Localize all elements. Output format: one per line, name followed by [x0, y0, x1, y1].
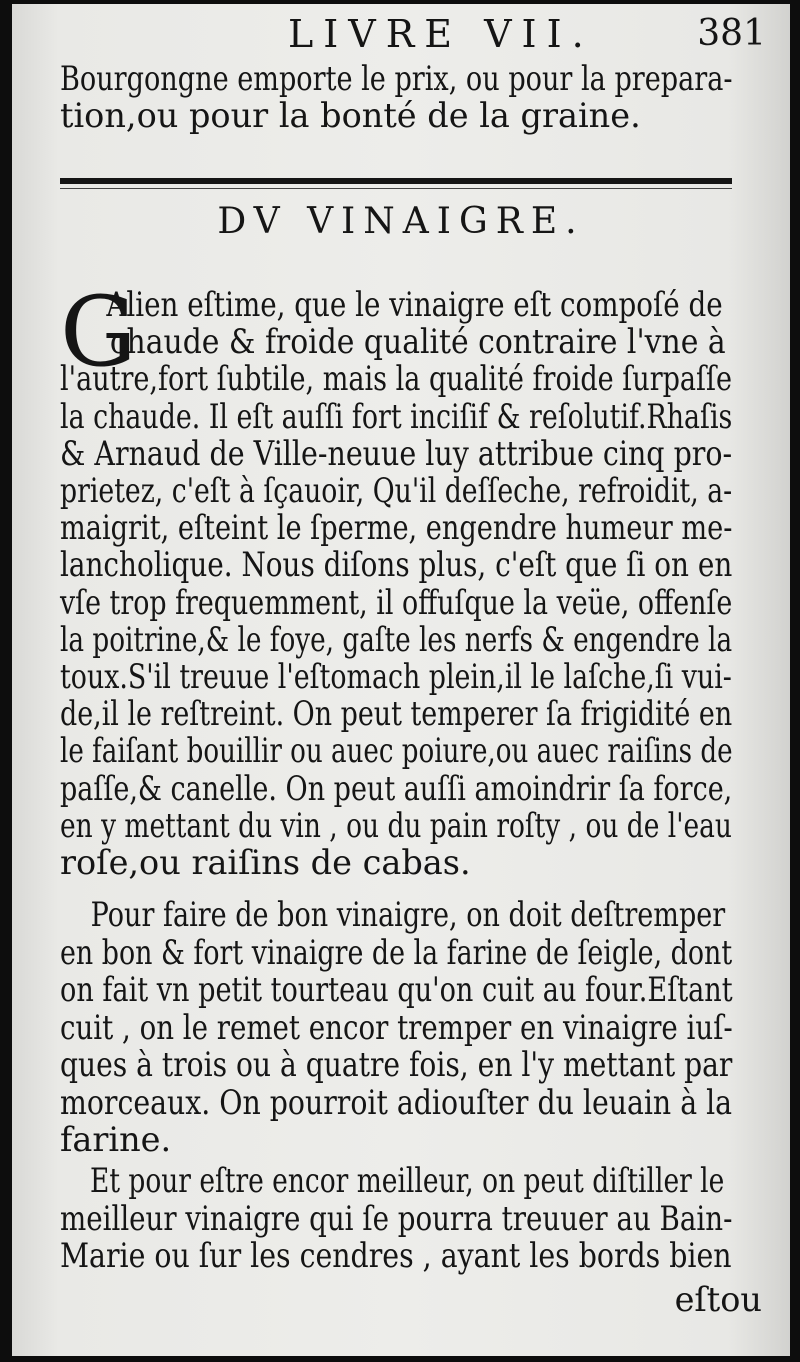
- text-line: le faiſant bouillir ou auec poiure,ou auec raiſins de: [60, 731, 733, 771]
- text-line: de,il le reſtreint. On peut temperer ſa frigidité en: [60, 694, 733, 734]
- text-line: la chaude. Il eſt auſſi fort inciſif & reſolutif.Rhaſis: [60, 396, 733, 436]
- section-divider: [60, 178, 732, 184]
- section-title: DV VINAIGRE.: [217, 201, 585, 242]
- text-line: vſe trop frequemment, il offuſque la veüe, offenſe: [60, 582, 733, 622]
- text-line: morceaux. On pourroit adiouſter du leuain à la: [60, 1082, 733, 1122]
- text-line: toux.S'il treuue l'eſtomach plein,il le laſche,ſi vui-: [60, 657, 732, 697]
- text-line: l'autre,fort ſubtile, mais la qualité froide ſurpaſſe: [60, 359, 733, 399]
- intro-paragraph: [60, 60, 732, 134]
- catchword: eſtou: [674, 1280, 762, 1319]
- page-header: [60, 12, 766, 56]
- text-line: prietez, c'eſt à ſçauoir, Qu'il deſſeche, refroidit, a-: [60, 471, 733, 511]
- text-line: lancholique. Nous diſons plus, c'eſt que ſi on en: [60, 545, 733, 585]
- book-page: [12, 4, 790, 1356]
- text-line: en y mettant du vin , ou du pain roſty , ou de l'eau: [60, 805, 732, 845]
- paragraph-making-vinegar: [60, 896, 732, 1159]
- text-line: & Arnaud de Ville-neuue luy attribue cinq pro-: [60, 433, 733, 473]
- section-divider-thin: [60, 188, 732, 189]
- text-line: Marie ou ſur les cendres , ayant les bords bien: [60, 1236, 732, 1275]
- text-line: Alien eſtime, que le vinaigre eſt compoſé de: [106, 285, 723, 324]
- running-head: LIVRE VII.: [288, 12, 594, 56]
- paragraph-vinaigre-properties: [60, 276, 733, 883]
- text-line: paſſe,& canelle. On peut auſſi amoindrir ſa force,: [60, 768, 733, 808]
- paragraph-distilling: [60, 1162, 732, 1275]
- page-number: 381: [697, 13, 766, 54]
- text-line: meilleur vinaigre qui ſe pourra treuuer au Bain-: [60, 1198, 733, 1238]
- text-line: on fait vn petit tourteau qu'on cuit au four.Eſtant: [60, 970, 733, 1009]
- text-line: cuit , on le remet encor tremper en vinaigre iuſ-: [60, 1007, 733, 1047]
- text-line: roſe,ou raiſins de cabas.: [60, 843, 471, 883]
- text-line: ques à trois ou à quatre fois, en l'y mettant par: [60, 1045, 733, 1084]
- text-line: farine.: [60, 1120, 172, 1159]
- text-line: chaude & froide qualité contraire l'vne à: [109, 322, 726, 362]
- text-line: Et pour eſtre encor meilleur, on peut diſtiller le: [90, 1161, 725, 1200]
- drop-capital: G: [60, 276, 137, 388]
- text-line: tion,ou pour la bonté de la graine.: [60, 96, 641, 135]
- text-line: la poitrine,& le foye, gaſte les nerfs & engendre la: [60, 619, 733, 659]
- text-line: Bourgongne emporte le prix, ou pour la prepara-: [60, 59, 733, 98]
- text-line: Pour faire de bon vinaigre, on doit deſtremper: [90, 895, 726, 934]
- text-line: en bon & fort vinaigre de la farine de ſeigle, dont: [60, 932, 733, 972]
- text-line: maigrit, eſteint le ſperme, engendre humeur me-: [60, 508, 733, 548]
